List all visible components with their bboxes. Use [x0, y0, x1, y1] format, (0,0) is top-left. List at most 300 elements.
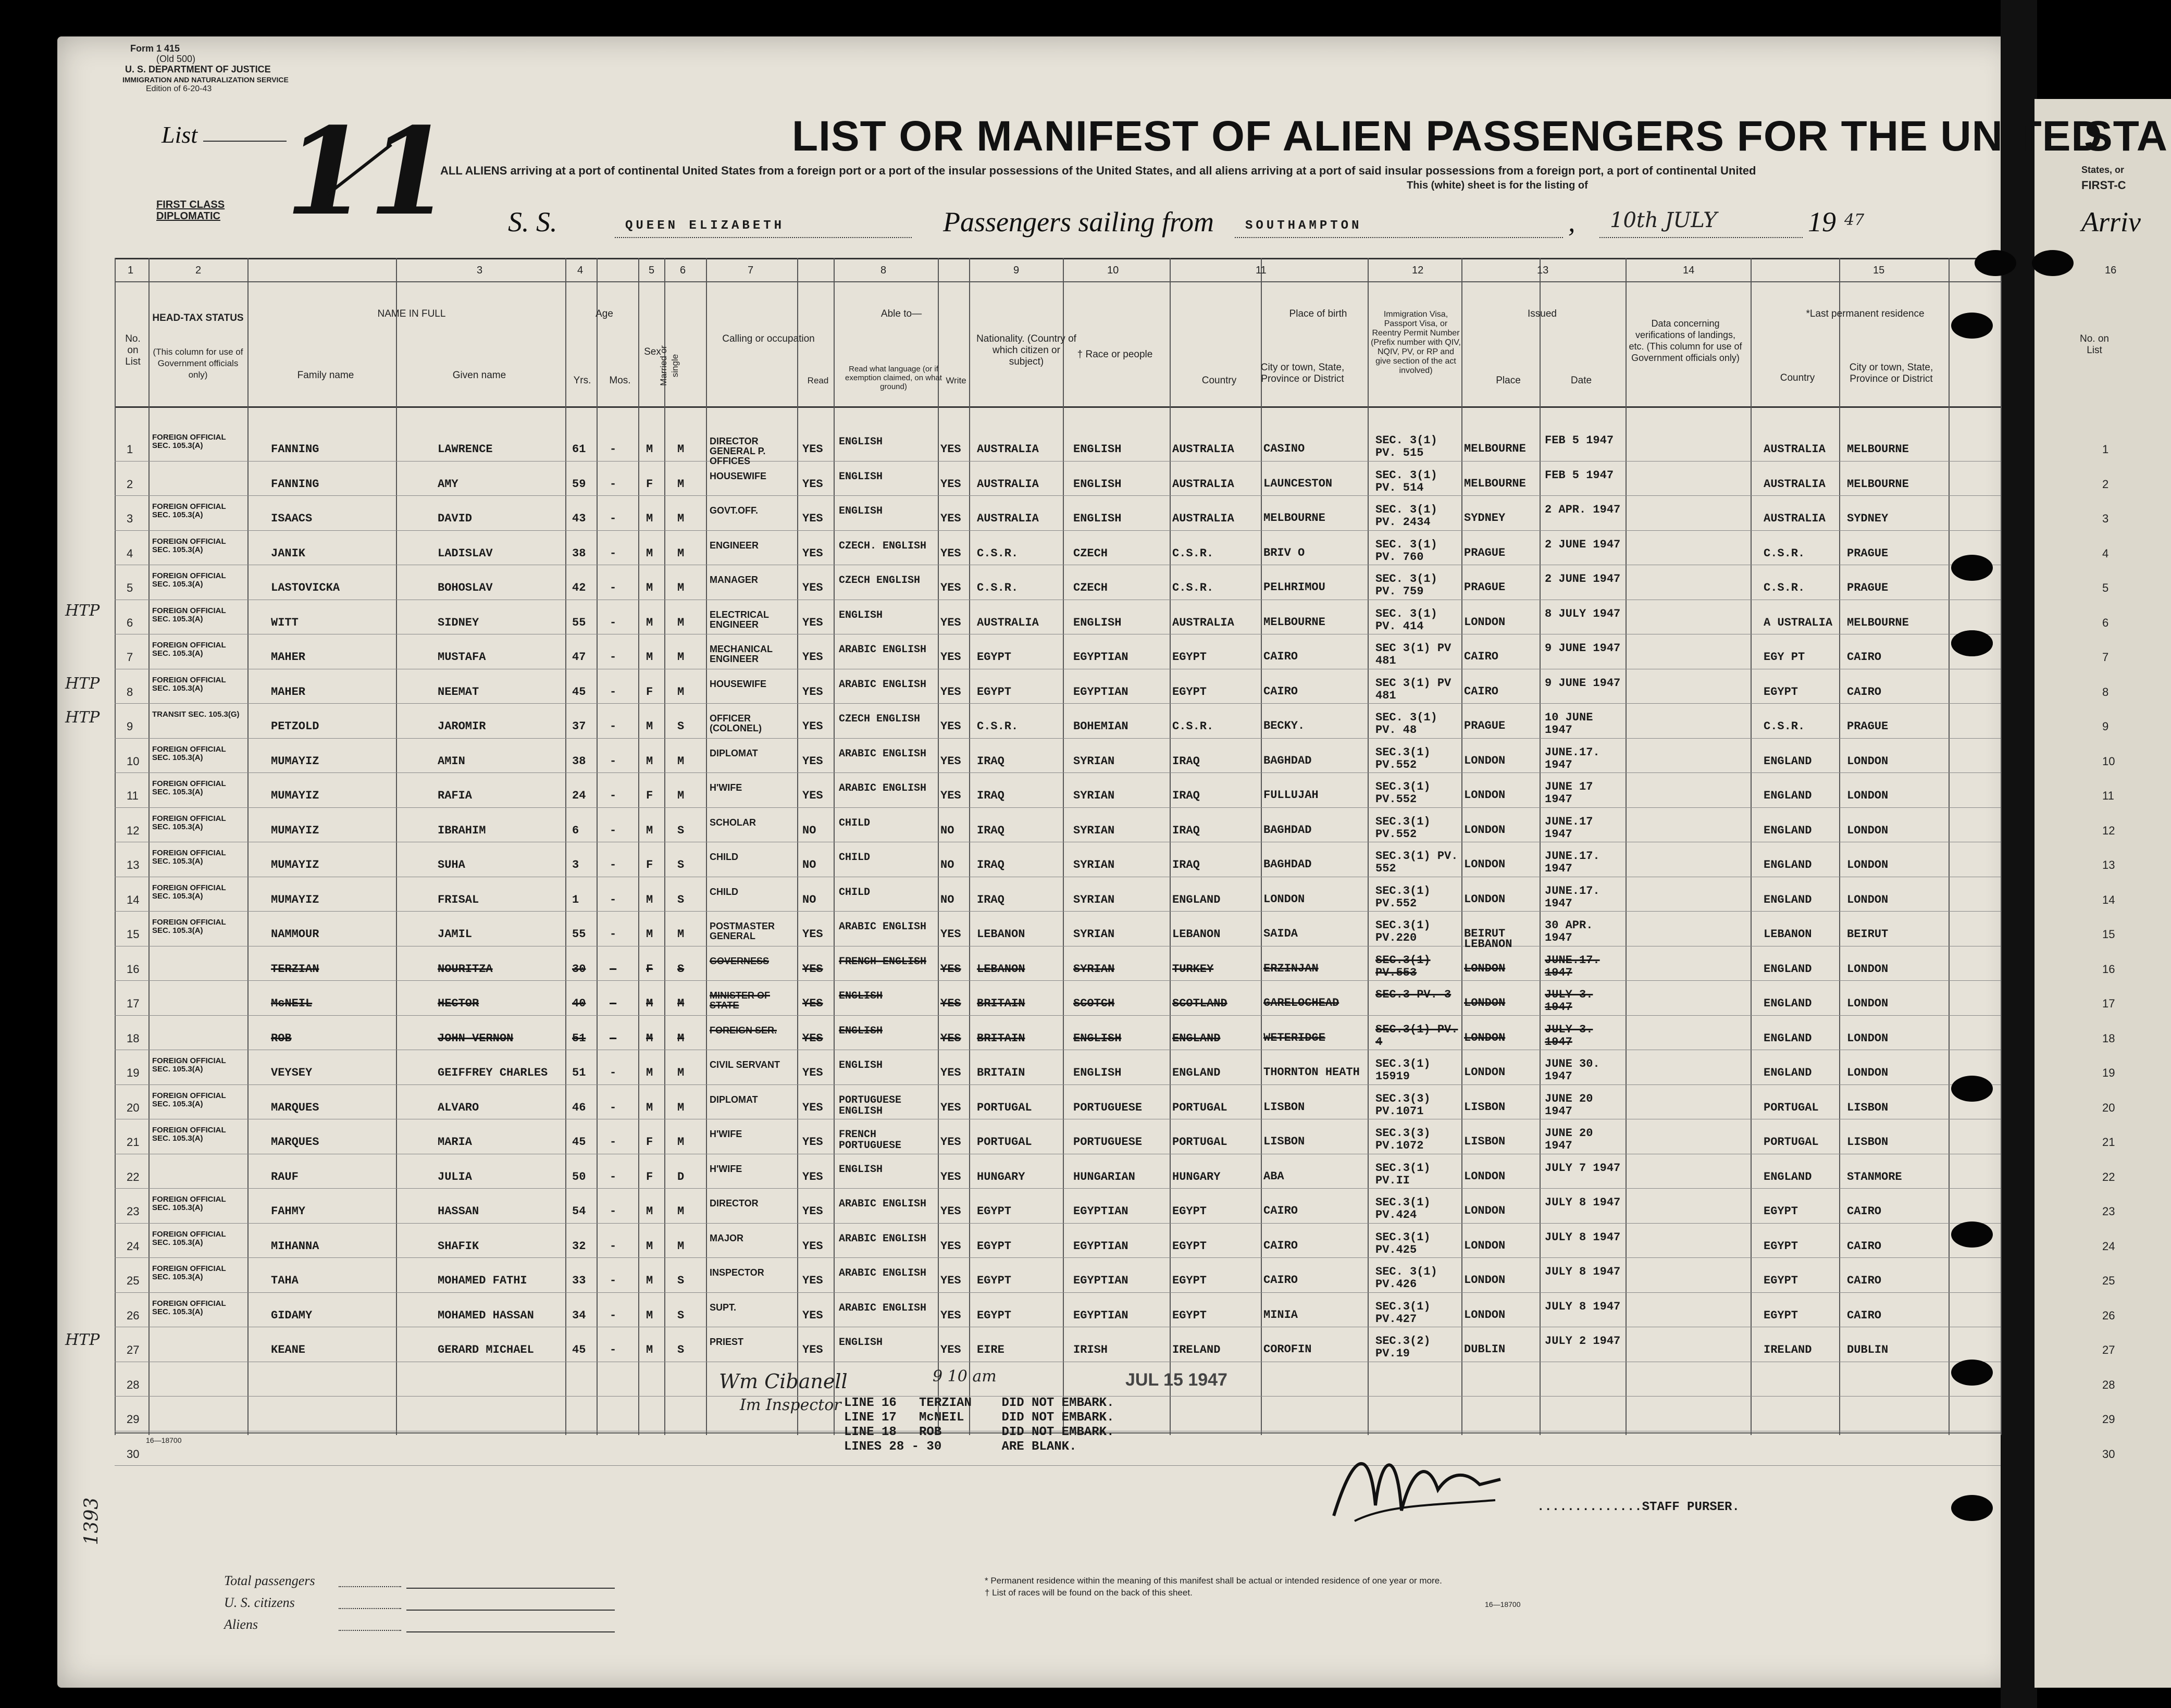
- can-read: YES: [802, 443, 823, 456]
- family-name: MAHER: [271, 651, 306, 664]
- col-write: Write: [946, 376, 966, 385]
- can-write: YES: [940, 1239, 961, 1253]
- can-write: YES: [940, 928, 961, 941]
- row-number-right: 13: [2102, 858, 2115, 871]
- age-years: 33: [572, 1274, 586, 1287]
- can-read: YES: [802, 1205, 823, 1218]
- issued-place: LONDON: [1464, 615, 1506, 629]
- column-line: [706, 258, 707, 1435]
- visa-number: SEC. 3(1) PV. 2434: [1375, 503, 1437, 529]
- can-write: YES: [940, 997, 961, 1010]
- birth-country: PORTUGAL: [1172, 1101, 1227, 1114]
- nationality: AUSTRALIA: [977, 443, 1039, 456]
- age-months: -: [610, 824, 617, 837]
- purser-signature: [1323, 1427, 1511, 1531]
- head-tax-status: FOREIGN OFFICIAL SEC. 105.3(A): [152, 744, 226, 762]
- issued-place: LONDON: [1464, 1031, 1506, 1044]
- residence-country: C.S.R.: [1764, 720, 1805, 733]
- birth-city: CAIRO: [1263, 1239, 1298, 1252]
- race: SYRIAN: [1073, 789, 1115, 802]
- issued-place: LONDON: [1464, 1204, 1506, 1217]
- birth-city: FULLUJAH: [1263, 789, 1319, 802]
- head-tax-status: FOREIGN OFFICIAL SEC. 105.3(A): [152, 641, 226, 658]
- staff-purser: ..............STAFF PURSER.: [1537, 1500, 1740, 1514]
- row-number-right: 18: [2102, 1031, 2115, 1045]
- row-number-right: 22: [2102, 1170, 2115, 1183]
- age-months: -: [610, 1101, 617, 1114]
- can-write: NO: [940, 858, 954, 871]
- marital-status: M: [677, 616, 685, 629]
- row-line: [115, 703, 2001, 704]
- head-tax-status: FOREIGN OFFICIAL SEC. 105.3(A): [152, 1299, 226, 1316]
- age-years: 45: [572, 685, 586, 699]
- sex: M: [646, 651, 653, 664]
- nationality: BRITAIN: [977, 1031, 1025, 1045]
- family-name: MUMAYIZ: [271, 824, 319, 837]
- issued-date: 8 JULY 1947: [1545, 607, 1621, 620]
- column-line: [1063, 258, 1064, 1435]
- row-line: [115, 980, 2001, 981]
- list-label: List: [162, 121, 198, 148]
- visa-number: SEC.3 PV. 3: [1375, 988, 1452, 1001]
- residence-city: CAIRO: [1847, 1274, 1882, 1287]
- footer-form-code: 16—18700: [1485, 1600, 1521, 1609]
- age-years: 45: [572, 1136, 586, 1149]
- residence-country: EGYPT: [1764, 1308, 1798, 1322]
- column-number-border: [115, 281, 2001, 282]
- read-language: ENGLISH: [839, 609, 883, 621]
- birth-city: LISBON: [1263, 1135, 1305, 1148]
- col-issued-date: Date: [1570, 375, 1592, 386]
- binding-hole: [1951, 630, 1993, 656]
- header-bottom-border: [115, 406, 2001, 408]
- birth-city: MELBOURNE: [1263, 512, 1325, 525]
- column-line: [1751, 258, 1752, 1435]
- can-write: YES: [940, 1343, 961, 1356]
- col-sex: Sex: [644, 346, 661, 357]
- age-years: 50: [572, 1170, 586, 1183]
- residence-city: DUBLIN: [1847, 1343, 1889, 1356]
- occupation: SCHOLAR: [710, 817, 756, 828]
- issued-date: JULY 8 1947: [1545, 1196, 1621, 1209]
- age-years: 51: [572, 1066, 586, 1079]
- age-years: 40: [572, 997, 586, 1010]
- visa-number: SEC.3(1) PV.425: [1375, 1230, 1431, 1256]
- can-read: YES: [802, 581, 823, 594]
- birth-country: TURKEY: [1172, 962, 1214, 976]
- us-citizens-label: U. S. citizens: [224, 1595, 295, 1610]
- race: CZECH: [1073, 581, 1108, 594]
- sex: M: [646, 824, 653, 837]
- birth-city: BAGHDAD: [1263, 858, 1312, 871]
- race: SYRIAN: [1073, 893, 1115, 906]
- row-number: 9: [127, 720, 133, 733]
- given-name: SUHA: [438, 858, 465, 871]
- row-number: 22: [127, 1170, 140, 1183]
- family-name: FANNING: [271, 443, 319, 456]
- issued-place: LISBON: [1464, 1100, 1506, 1114]
- row-number-right: 28: [2102, 1378, 2115, 1391]
- race: ENGLISH: [1073, 512, 1122, 525]
- age-years: 32: [572, 1239, 586, 1253]
- row-number: 3: [127, 512, 133, 525]
- family-name: RAUF: [271, 1170, 299, 1183]
- row-number-right: 24: [2102, 1239, 2115, 1253]
- col-residence-country: Country: [1780, 372, 1815, 383]
- nationality: EGYPT: [977, 1274, 1012, 1287]
- residence-city: LONDON: [1847, 893, 1889, 906]
- age-years: 3: [572, 858, 579, 871]
- birth-country: C.S.R.: [1172, 546, 1214, 560]
- family-name: MARQUES: [271, 1136, 319, 1149]
- birth-city: MELBOURNE: [1263, 615, 1325, 629]
- sex: M: [646, 1343, 653, 1356]
- given-name: AMY: [438, 477, 458, 491]
- row-line: [115, 911, 2001, 912]
- age-months: -: [610, 1136, 617, 1149]
- aliens-dots: [339, 1630, 401, 1631]
- can-read: YES: [802, 754, 823, 768]
- note-line: LINE 17 McNEIL DID NOT EMBARK.: [844, 1411, 1114, 1425]
- family-name: MUMAYIZ: [271, 789, 319, 802]
- race: EGYPTIAN: [1073, 685, 1128, 699]
- nationality: LEBANON: [977, 928, 1025, 941]
- visa-number: SEC.3(1) PV.427: [1375, 1300, 1431, 1326]
- nationality: AUSTRALIA: [977, 477, 1039, 491]
- row-number: 7: [127, 651, 133, 664]
- family-name: TERZIAN: [271, 962, 319, 976]
- row-number: 26: [127, 1308, 140, 1322]
- family-name: FANNING: [271, 477, 319, 491]
- issued-date: JUNE 17 1947: [1545, 780, 1593, 806]
- sex: M: [646, 1274, 653, 1287]
- family-name: TAHA: [271, 1274, 299, 1287]
- issued-place: DUBLIN: [1464, 1343, 1506, 1356]
- given-name: JOHN VERNON: [438, 1031, 514, 1045]
- marital-status: M: [677, 443, 685, 456]
- read-language: ENGLISH: [839, 1025, 883, 1037]
- read-language: ARABIC ENGLISH: [839, 678, 927, 691]
- binding-hole: [2032, 250, 2074, 276]
- birth-country: LEBANON: [1172, 928, 1221, 941]
- residence-country: ENGLAND: [1764, 1066, 1812, 1079]
- col-married: Married or single: [659, 345, 680, 386]
- head-tax-status: FOREIGN OFFICIAL SEC. 105.3(A): [152, 1264, 226, 1281]
- manifest-subtitle-2: This (white) sheet is for the listing of: [1407, 180, 1588, 191]
- residence-city: LONDON: [1847, 754, 1889, 768]
- birth-city: THORNTON HEATH: [1263, 1066, 1360, 1079]
- can-write: YES: [940, 1136, 961, 1149]
- issued-place: MELBOURNE: [1464, 477, 1526, 490]
- residence-city: LONDON: [1847, 1031, 1889, 1045]
- birth-country: HUNGARY: [1172, 1170, 1221, 1183]
- can-read: YES: [802, 720, 823, 733]
- race: ENGLISH: [1073, 1031, 1122, 1045]
- column-line: [247, 258, 249, 1435]
- race: SYRIAN: [1073, 754, 1115, 768]
- row-number-right: 3: [2102, 512, 2109, 525]
- sex: M: [646, 512, 653, 525]
- read-language: CHILD: [839, 852, 871, 864]
- issued-place: CAIRO: [1464, 684, 1499, 698]
- marital-status: M: [677, 685, 685, 699]
- visa-number: SEC. 3(1) PV. 48: [1375, 711, 1437, 737]
- marital-status: M: [677, 477, 685, 491]
- visa-number: SEC. 3(1) PV. 759: [1375, 572, 1437, 598]
- total-dots: [339, 1586, 401, 1587]
- sex: M: [646, 1239, 653, 1253]
- occupation: MANAGER: [710, 575, 758, 585]
- head-tax-status: FOREIGN OFFICIAL SEC. 105.3(A): [152, 675, 226, 693]
- column-number: 12: [1412, 265, 1424, 276]
- head-tax-status: FOREIGN OFFICIAL SEC. 105.3(A): [152, 1091, 226, 1108]
- can-write: YES: [940, 754, 961, 768]
- can-read: YES: [802, 1031, 823, 1045]
- residence-city: PRAGUE: [1847, 581, 1889, 594]
- htp-mark: HTP: [65, 602, 100, 620]
- residence-city: CAIRO: [1847, 1239, 1882, 1253]
- issued-place: LONDON: [1464, 962, 1506, 975]
- sex: F: [646, 962, 653, 976]
- given-name: DAVID: [438, 512, 473, 525]
- can-read: YES: [802, 928, 823, 941]
- residence-country: A USTRALIA: [1764, 616, 1833, 629]
- marital-status: M: [677, 651, 685, 664]
- row-line: [115, 530, 2001, 531]
- row-number: 18: [127, 1031, 140, 1045]
- col-family-name: Family name: [297, 370, 354, 381]
- row-number: 10: [127, 754, 140, 768]
- nationality: EGYPT: [977, 1308, 1012, 1322]
- age-months: -: [610, 1274, 617, 1287]
- column-line: [115, 258, 116, 1435]
- family-name: GIDAMY: [271, 1308, 313, 1322]
- birth-city: CAIRO: [1263, 1204, 1298, 1217]
- total-passengers-label: Total passengers: [224, 1573, 315, 1588]
- birth-country: C.S.R.: [1172, 581, 1214, 594]
- visa-number: SEC 3(1) PV 481: [1375, 676, 1452, 702]
- residence-country: C.S.R.: [1764, 546, 1805, 560]
- occupation: FOREIGN SER.: [710, 1025, 777, 1036]
- col-able-to: Able to—: [880, 308, 922, 319]
- age-months: -: [610, 928, 617, 941]
- can-write: YES: [940, 443, 961, 456]
- column-number: 1: [128, 265, 134, 276]
- can-write: YES: [940, 477, 961, 491]
- binding-hole: [1951, 1495, 1993, 1521]
- occupation: DIPLOMAT: [710, 1094, 758, 1105]
- form-number-value: 1 415: [156, 43, 180, 54]
- birth-city: COROFIN: [1263, 1343, 1312, 1356]
- issued-date: JUNE 30. 1947: [1545, 1057, 1600, 1083]
- issued-date: JULY 3. 1947: [1545, 1023, 1593, 1049]
- column-number: 10: [1107, 265, 1119, 276]
- column-line: [797, 258, 798, 1435]
- family-name: MUMAYIZ: [271, 893, 319, 906]
- age-months: -: [610, 443, 617, 456]
- marital-status: M: [677, 789, 685, 802]
- race: BOHEMIAN: [1073, 720, 1128, 733]
- marital-status: S: [677, 858, 685, 871]
- row-number-right: 11: [2102, 789, 2114, 802]
- issued-date: 9 JUNE 1947: [1545, 642, 1621, 655]
- age-months: -: [610, 512, 617, 525]
- nationality: EGYPT: [977, 1205, 1012, 1218]
- can-read: YES: [802, 477, 823, 491]
- birth-city: LONDON: [1263, 892, 1305, 906]
- birth-country: EGYPT: [1172, 1308, 1207, 1322]
- head-tax-status: FOREIGN OFFICIAL SEC. 105.3(A): [152, 918, 226, 935]
- residence-city: CAIRO: [1847, 651, 1882, 664]
- given-name: FRISAL: [438, 893, 479, 906]
- sex: F: [646, 685, 653, 699]
- age-months: -: [610, 651, 617, 664]
- race: SCOTCH: [1073, 997, 1115, 1010]
- visa-number: SEC.3(3) PV.1071: [1375, 1092, 1431, 1118]
- head-tax-status: FOREIGN OFFICIAL SEC. 105.3(A): [152, 433, 226, 450]
- issued-place: PRAGUE: [1464, 546, 1506, 559]
- age-months: -: [610, 858, 617, 871]
- row-number: 1: [127, 443, 133, 456]
- can-write: YES: [940, 720, 961, 733]
- row-line: [115, 1188, 2001, 1189]
- col-occupation: Calling or occupation: [722, 333, 815, 344]
- col-place-of-birth: Place of birth: [1289, 308, 1347, 319]
- age-years: 46: [572, 1101, 586, 1114]
- birth-city: ERZINJAN: [1263, 962, 1319, 975]
- head-tax-status: FOREIGN OFFICIAL SEC. 105.3(A): [152, 502, 226, 519]
- row-line: [115, 807, 2001, 808]
- marital-status: M: [677, 1136, 685, 1149]
- birth-country: SCOTLAND: [1172, 997, 1227, 1010]
- given-name: ALVARO: [438, 1101, 479, 1114]
- column-line: [1540, 258, 1541, 1435]
- class-label: [156, 199, 225, 222]
- col-residence-city: City or town, State, Province or District: [1849, 362, 1933, 384]
- age-months: -: [610, 581, 617, 594]
- sex: M: [646, 928, 653, 941]
- row-number: 20: [127, 1101, 140, 1114]
- col-verification: Data concerning verifications of landings, etc. (This column for use of Government officials only): [1629, 318, 1742, 363]
- nationality: IRAQ: [977, 893, 1004, 906]
- age-months: -: [610, 546, 617, 560]
- can-write: YES: [940, 1308, 961, 1322]
- race: SYRIAN: [1073, 962, 1115, 976]
- row-number: 28: [127, 1378, 140, 1391]
- can-write: YES: [940, 512, 961, 525]
- residence-country: IRELAND: [1764, 1343, 1812, 1356]
- col-age-mos: Mos.: [609, 375, 631, 386]
- can-write: YES: [940, 651, 961, 664]
- column-line: [565, 258, 566, 1435]
- birth-country: C.S.R.: [1172, 720, 1214, 733]
- occupation: GOVERNESS: [710, 955, 770, 966]
- head-tax-status: FOREIGN OFFICIAL SEC. 105.3(A): [152, 537, 226, 554]
- age-months: -: [610, 893, 617, 906]
- row-number: 29: [127, 1413, 140, 1426]
- sex: M: [646, 720, 653, 733]
- head-tax-status: FOREIGN OFFICIAL SEC. 105.3(A): [152, 849, 226, 866]
- read-language: CZECH ENGLISH: [839, 575, 921, 587]
- nationality: C.S.R.: [977, 581, 1019, 594]
- row-number-right: 20: [2102, 1101, 2115, 1114]
- residence-city: MELBOURNE: [1847, 443, 1909, 456]
- age-years: 59: [572, 477, 586, 491]
- age-years: 42: [572, 581, 586, 594]
- column-line: [1839, 258, 1840, 1435]
- can-read: YES: [802, 512, 823, 525]
- age-months: -: [610, 1239, 617, 1253]
- col-visa: Immigration Visa, Passport Visa, or Reentry Permit Number (Prefix number with QIV, NQIV, PV, or RP and give section of the act involved): [1371, 310, 1461, 375]
- age-years: 61: [572, 443, 586, 456]
- issued-place: LONDON: [1464, 1239, 1506, 1252]
- residence-city: LISBON: [1847, 1136, 1889, 1149]
- side-number: 1393: [81, 1497, 103, 1545]
- residence-country: LEBANON: [1764, 928, 1812, 941]
- can-read: YES: [802, 962, 823, 976]
- row-number-right: 5: [2102, 581, 2109, 594]
- race: SYRIAN: [1073, 858, 1115, 871]
- issued-date: 2 APR. 1947: [1545, 503, 1621, 516]
- birth-country: AUSTRALIA: [1172, 512, 1234, 525]
- col-head-tax: HEAD-TAX STATUS: [152, 313, 244, 323]
- can-read: YES: [802, 997, 823, 1010]
- issued-place: PRAGUE: [1464, 581, 1506, 594]
- row-number: 11: [127, 789, 139, 802]
- issued-date: JUNE 20 1947: [1545, 1127, 1593, 1152]
- can-write: YES: [940, 1205, 961, 1218]
- sex: M: [646, 1031, 653, 1045]
- row-number-right: 15: [2102, 928, 2115, 941]
- col-birth-city: City or town, State, Province or District: [1260, 362, 1345, 384]
- row-number: 15: [127, 928, 140, 941]
- birth-country: IRAQ: [1172, 858, 1200, 871]
- age-months: -: [610, 962, 617, 976]
- residence-country: ENGLAND: [1764, 1170, 1812, 1183]
- occupation: H'WIFE: [710, 782, 742, 793]
- family-name: MAHER: [271, 685, 306, 699]
- row-number-right: 16: [2102, 962, 2115, 976]
- marital-status: S: [677, 824, 685, 837]
- visa-number: SEC. 3(1) PV.426: [1375, 1265, 1437, 1291]
- given-name: JAROMIR: [438, 720, 486, 733]
- read-language: ENGLISH: [839, 505, 883, 517]
- column-number: 4: [577, 265, 584, 276]
- can-write: NO: [940, 893, 954, 906]
- row-number: 5: [127, 581, 133, 594]
- residence-city: LONDON: [1847, 997, 1889, 1010]
- row-number-right: 23: [2102, 1205, 2115, 1218]
- can-write: YES: [940, 546, 961, 560]
- head-tax-status: TRANSIT SEC. 105.3(G): [152, 710, 240, 719]
- read-language: PORTUGUESE ENGLISH: [839, 1094, 902, 1117]
- sex: M: [646, 754, 653, 768]
- occupation: MAJOR: [710, 1232, 744, 1243]
- given-name: GERARD MICHAEL: [438, 1343, 534, 1356]
- occupation: SUPT.: [710, 1302, 737, 1313]
- row-number: 27: [127, 1343, 140, 1356]
- htp-mark: HTP: [65, 675, 100, 693]
- nationality: EGYPT: [977, 685, 1012, 699]
- issued-date: JULY 8 1947: [1545, 1300, 1621, 1313]
- read-language: ARABIC ENGLISH: [839, 1302, 927, 1314]
- head-tax-status: FOREIGN OFFICIAL SEC. 105.3(A): [152, 1229, 226, 1247]
- occupation: OFFICER (COLONEL): [710, 713, 762, 733]
- issued-date: JUNE 20 1947: [1545, 1092, 1593, 1118]
- birth-country: ENGLAND: [1172, 1066, 1221, 1079]
- row-line: [115, 1084, 2001, 1085]
- residence-country: ENGLAND: [1764, 1031, 1812, 1045]
